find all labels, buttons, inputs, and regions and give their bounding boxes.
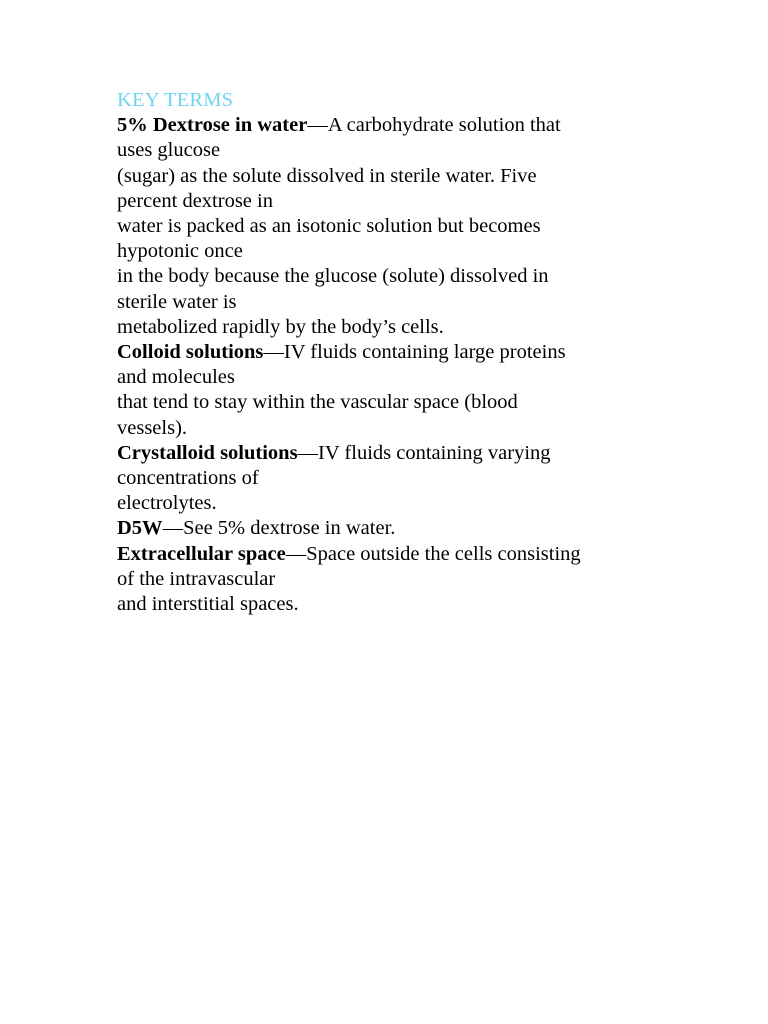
document-page bbox=[117, 88, 657, 617]
term-title: 5% Dextrose in water bbox=[117, 114, 308, 137]
definition-text: —IV fluids containing large proteins bbox=[263, 341, 566, 364]
term-entry-colloid-solutions bbox=[117, 340, 657, 441]
definition-line: and interstitial spaces. bbox=[117, 593, 299, 616]
definition-line: that tend to stay within the vascular space (blood bbox=[117, 391, 518, 414]
term-title: Colloid solutions bbox=[117, 341, 264, 364]
term-entry-d5w bbox=[117, 516, 657, 541]
definition-line: (sugar) as the solute dissolved in sterile water. Five bbox=[117, 164, 537, 187]
entry-line bbox=[117, 516, 657, 541]
definition-line: water is packed as an isotonic solution but becomes bbox=[117, 215, 541, 238]
term-title: Extracellular space bbox=[117, 542, 286, 565]
definition-line: metabolized rapidly by the body’s cells. bbox=[117, 315, 444, 338]
entry-line bbox=[117, 340, 657, 365]
term-entry-5-percent-dextrose bbox=[117, 113, 657, 340]
definition-text: —IV fluids containing varying bbox=[297, 441, 551, 464]
definition-line: uses glucose bbox=[117, 139, 221, 162]
term-entry-extracellular-space bbox=[117, 542, 657, 618]
definition-line: and molecules bbox=[117, 366, 235, 389]
definition-line: hypotonic once bbox=[117, 240, 243, 263]
definition-line: percent dextrose in bbox=[117, 189, 273, 212]
definition-text: —Space outside the cells consisting bbox=[285, 542, 581, 565]
definition-line: sterile water is bbox=[117, 290, 237, 313]
entry-line bbox=[117, 113, 657, 138]
term-title: Crystalloid solutions bbox=[117, 441, 298, 464]
term-title: D5W bbox=[117, 517, 163, 540]
term-entry-crystalloid-solutions bbox=[117, 441, 657, 517]
entry-line bbox=[117, 542, 657, 567]
definition-text: —A carbohydrate solution that bbox=[307, 114, 561, 137]
entry-line bbox=[117, 441, 657, 466]
key-terms-heading: KEY TERMS bbox=[117, 89, 234, 111]
definition-text: —See 5% dextrose in water. bbox=[162, 517, 396, 540]
definition-line: of the intravascular bbox=[117, 567, 276, 590]
definition-line: electrolytes. bbox=[117, 492, 217, 515]
definition-line: concentrations of bbox=[117, 467, 259, 490]
definition-line: vessels). bbox=[117, 416, 188, 439]
definition-line: in the body because the glucose (solute) dissolved in bbox=[117, 265, 549, 288]
